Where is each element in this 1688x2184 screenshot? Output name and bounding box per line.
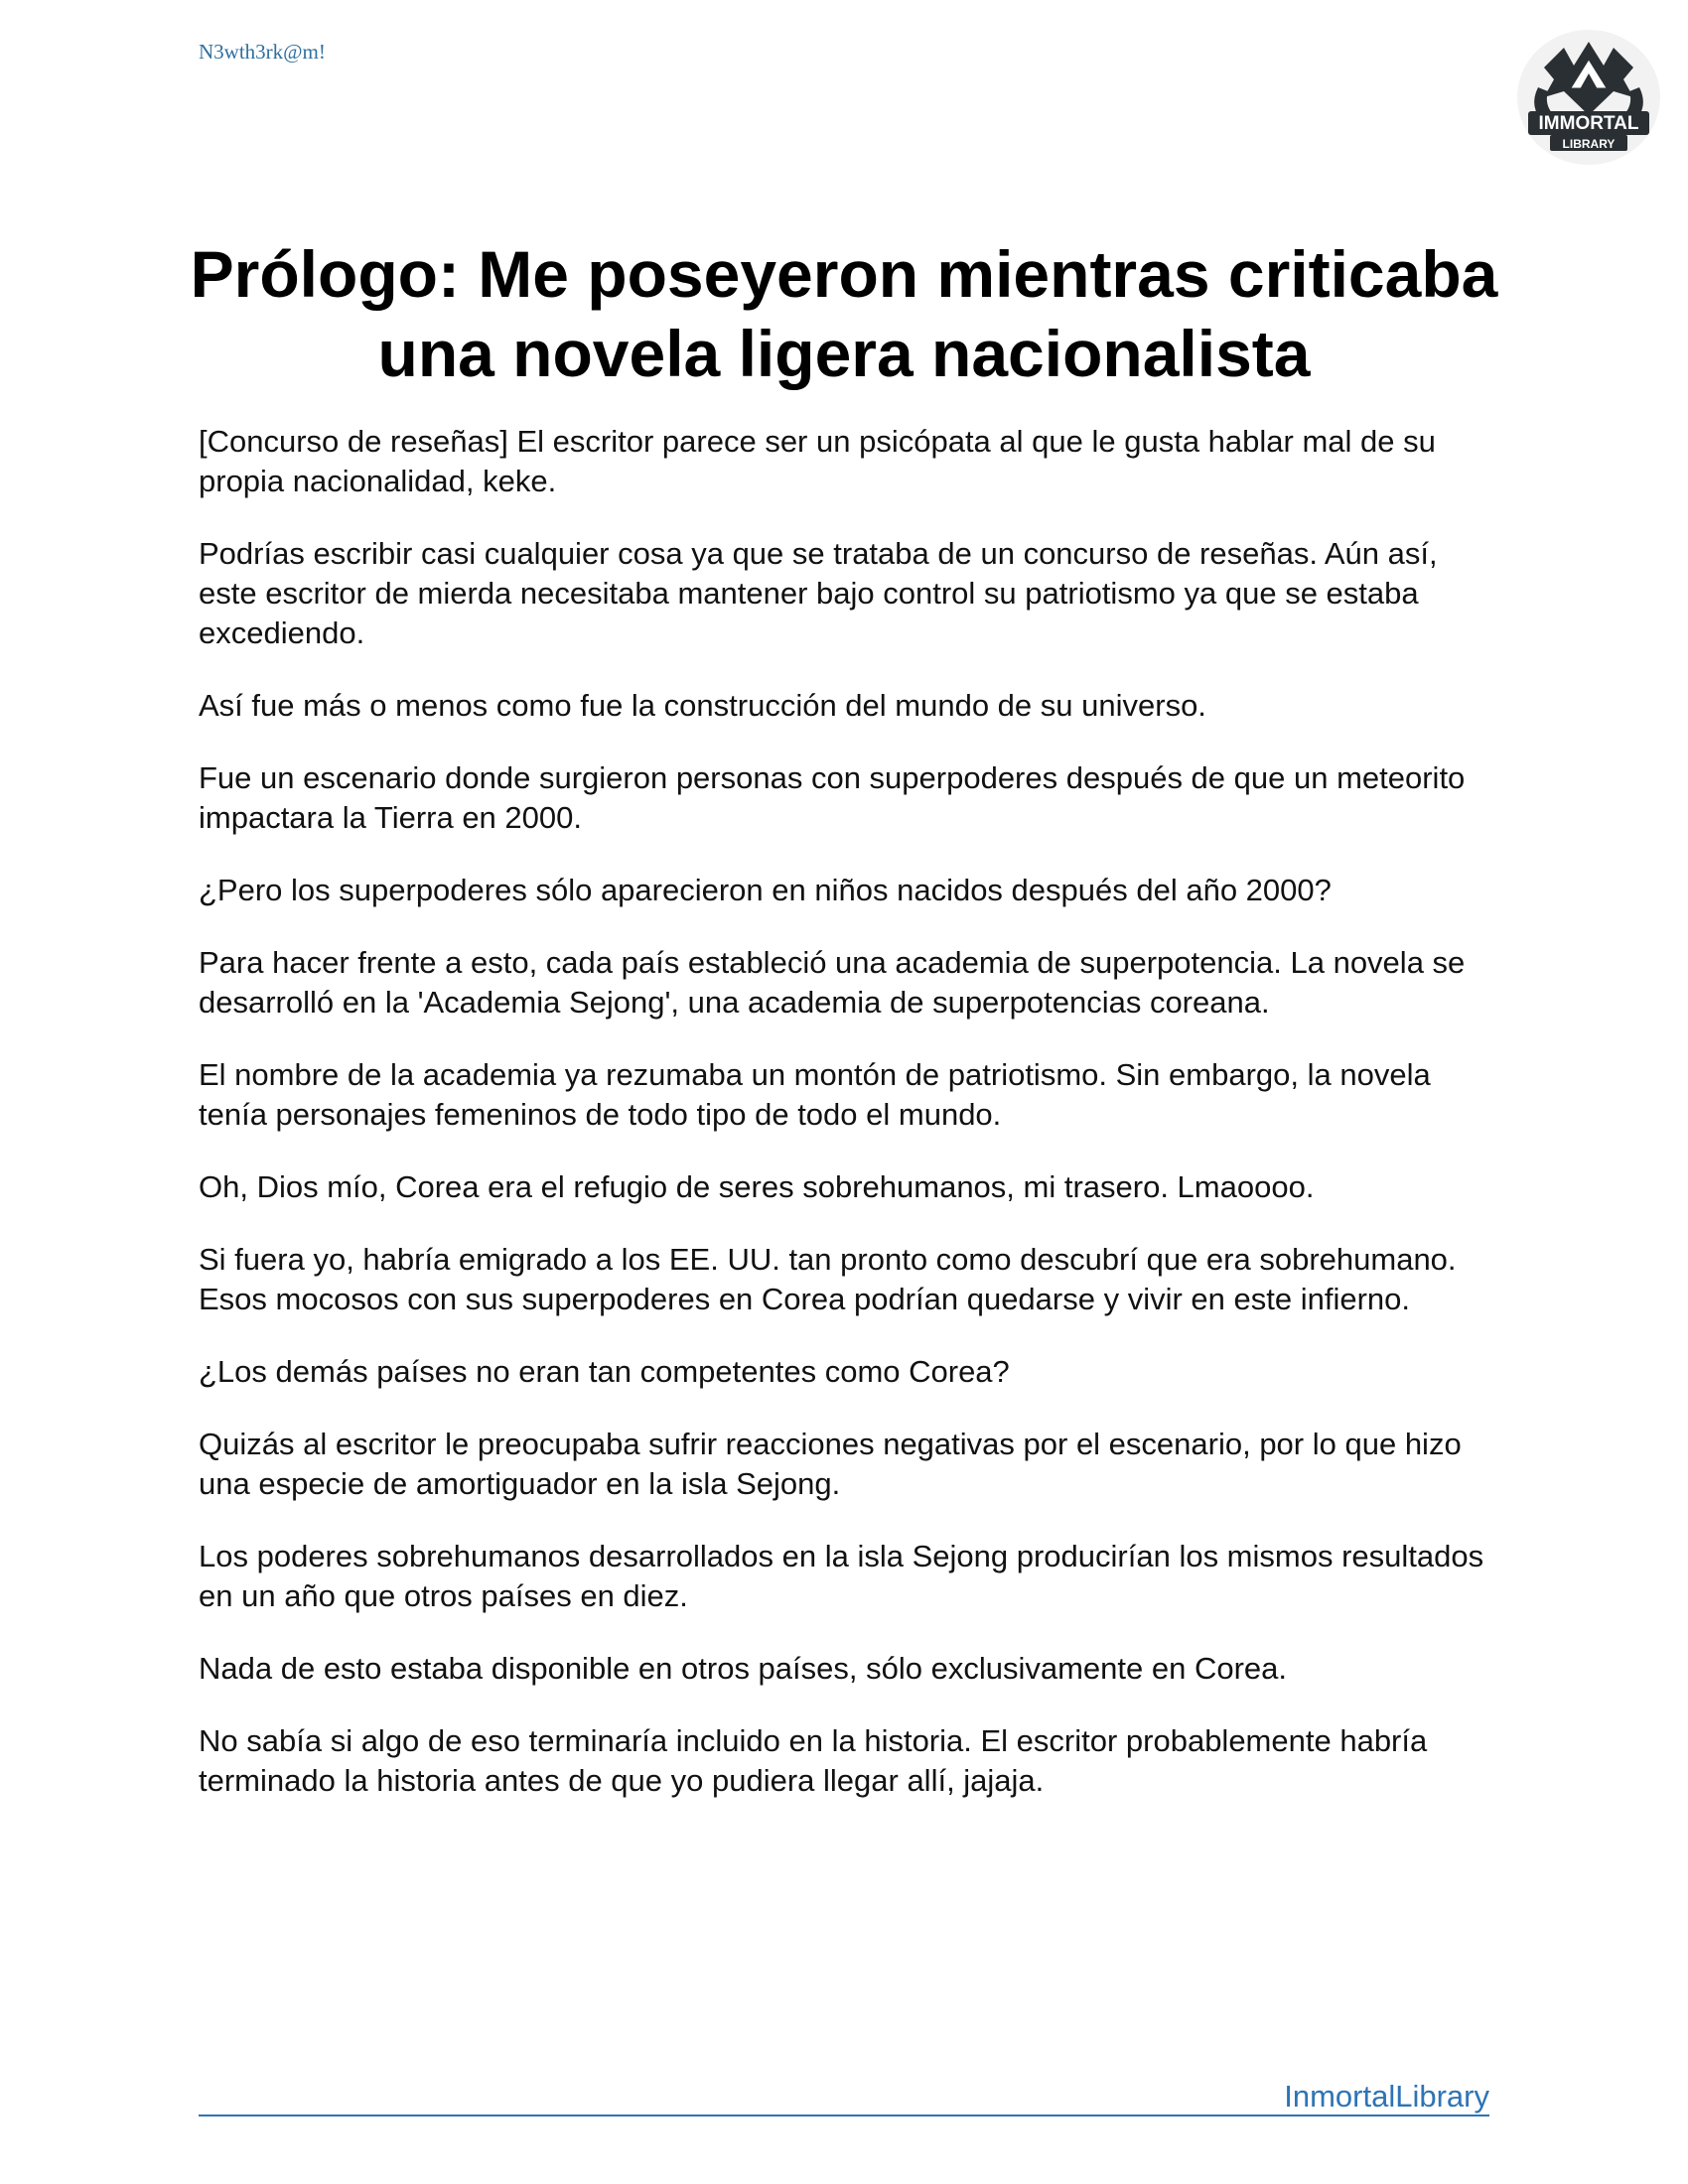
paragraph: [Concurso de reseñas] El escritor parece ser un psicópata al que le gusta hablar mal de su propia nacionalidad, keke.	[199, 424, 1436, 498]
paragraph: ¿Los demás países no eran tan competentes como Corea?	[199, 1354, 1010, 1389]
chapter-body	[199, 422, 1499, 1834]
footer-link[interactable]: InmortalLibrary	[1284, 2079, 1489, 2114]
paragraph: Podrías escribir casi cualquier cosa ya que se trataba de un concurso de reseñas. Aún así, este escritor de mierda necesitaba mantener bajo control su patriotismo ya que se estaba excediendo.	[199, 536, 1438, 650]
paragraph: No sabía si algo de eso terminaría incluido en la historia. El escritor probablemente habría terminado la historia antes de que yo pudiera llegar allí, jajaja.	[199, 1723, 1428, 1798]
watermark-text: N3wth3rk@m!	[199, 40, 326, 64]
paragraph: Oh, Dios mío, Corea era el refugio de seres sobrehumanos, mi trasero. Lmaoooo.	[199, 1169, 1315, 1204]
paragraph: Nada de esto estaba disponible en otros países, sólo exclusivamente en Corea.	[199, 1651, 1288, 1686]
paragraph: Si fuera yo, habría emigrado a los EE. UU. tan pronto como descubrí que era sobrehumano. Esos mocosos con sus superpoderes en Corea podrían quedarse y vivir en este infierno.	[199, 1242, 1457, 1316]
immortal-library-crest-icon	[1514, 28, 1663, 167]
chapter-title: Prólogo: Me poseyeron mientras criticaba una novela ligera nacionalista	[190, 237, 1498, 390]
paragraph: Para hacer frente a esto, cada país estableció una academia de superpotencia. La novela se desarrolló en la 'Academia Sejong', una academia de superpotencias coreana.	[199, 945, 1466, 1020]
footer-divider	[199, 2115, 1489, 2116]
paragraph: Los poderes sobrehumanos desarrollados en la isla Sejong producirían los mismos resultados en un año que otros países en diez.	[199, 1539, 1484, 1613]
paragraph: El nombre de la academia ya rezumaba un montón de patriotismo. Sin embargo, la novela tenía personajes femeninos de todo tipo de todo el mundo.	[199, 1057, 1431, 1132]
immortal-library-logo	[1514, 28, 1663, 167]
logo-line2: LIBRARY	[1562, 137, 1616, 151]
paragraph: Fue un escenario donde surgieron personas con superpoderes después de que un meteorito impactara la Tierra en 2000.	[199, 760, 1466, 835]
paragraph: Quizás al escritor le preocupaba sufrir reacciones negativas por el escenario, por lo que hizo una especie de amortiguador en la isla Sejong.	[199, 1427, 1462, 1501]
logo-line1: IMMORTAL	[1538, 113, 1639, 134]
paragraph: ¿Pero los superpoderes sólo aparecieron en niños nacidos después del año 2000?	[199, 873, 1332, 907]
paragraph: Así fue más o menos como fue la construcción del mundo de su universo.	[199, 688, 1206, 723]
